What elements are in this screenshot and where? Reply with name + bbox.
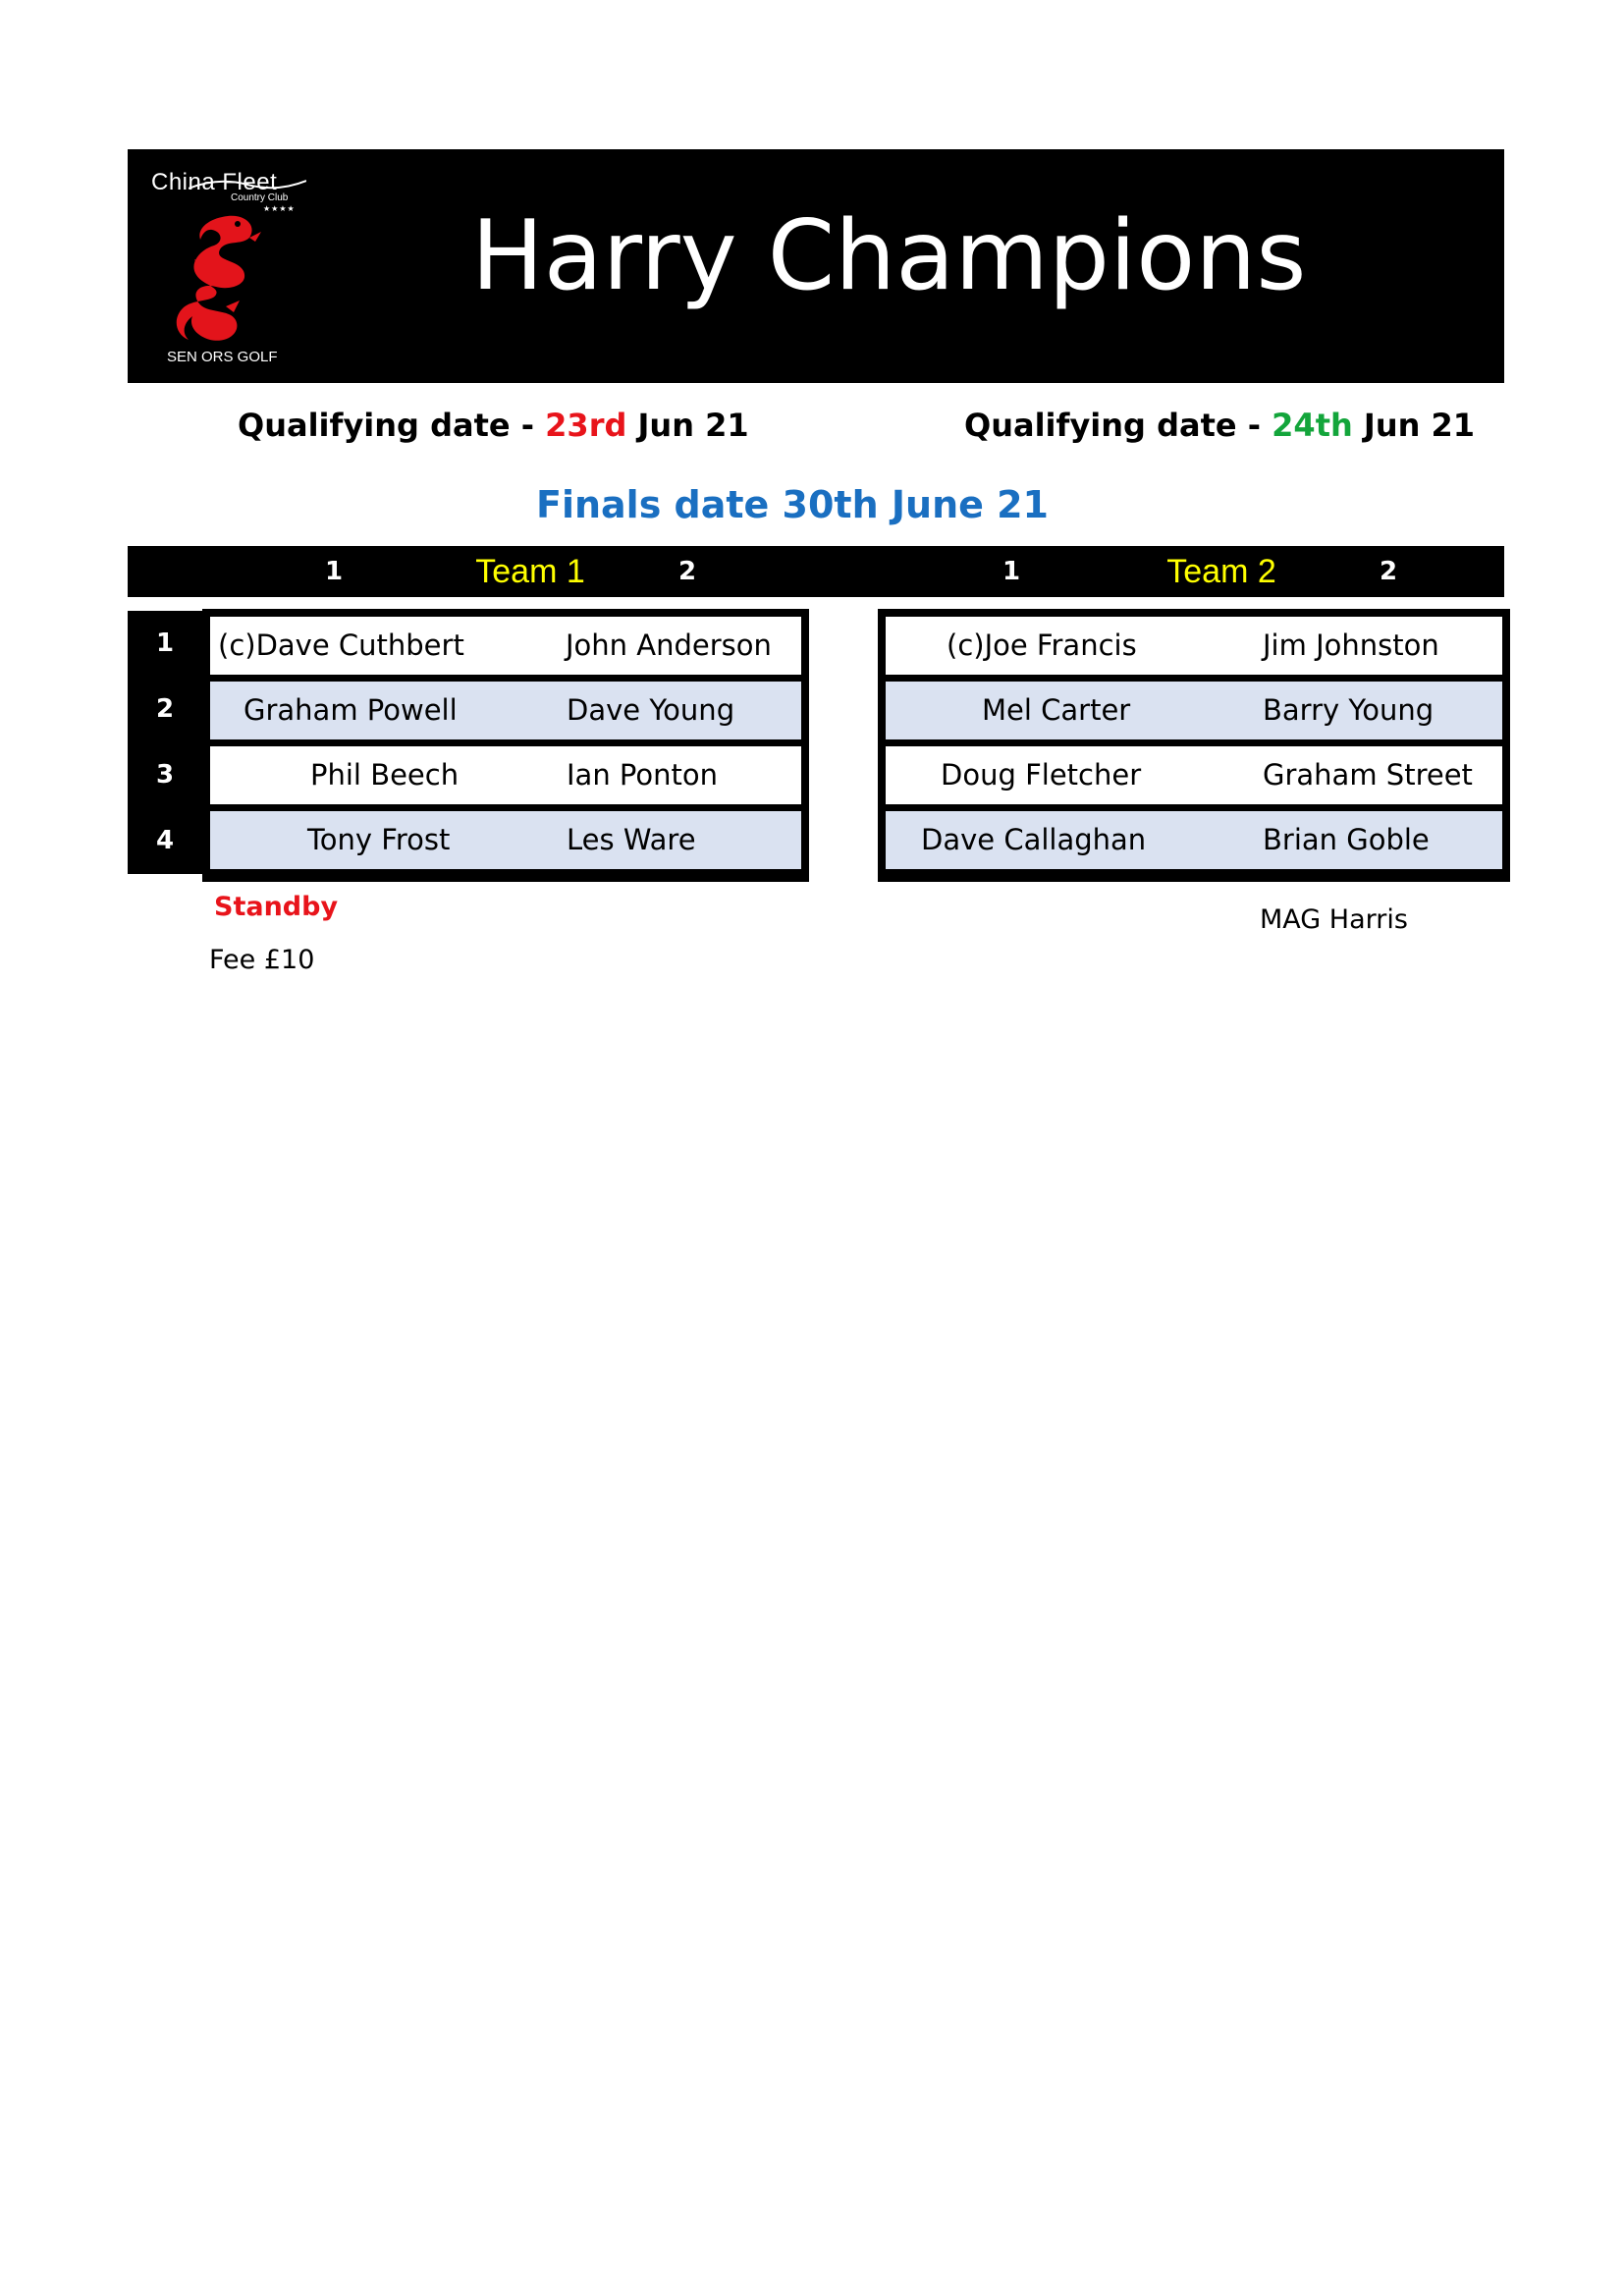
standby-player: MAG Harris [1260,904,1408,935]
qualifying-label: Qualifying date - [238,407,546,444]
row-number: 1 [155,629,175,658]
table-row [210,682,801,739]
row-number: 3 [155,760,175,790]
finals-date: Finals date 30th June 21 [535,483,1050,526]
player-cell: Phil Beech [310,758,460,792]
team2-table [878,609,1510,882]
table-row [886,682,1502,739]
row-number: 2 [155,694,175,724]
page-title: Harry Champions [471,200,1307,312]
player-cell: Mel Carter [982,693,1131,727]
table-row [886,746,1502,804]
team1-column-2-header: 2 [677,557,697,586]
logo-stars-icon: ★★★★ [263,204,296,213]
player-cell: Brian Goble [1263,823,1430,856]
row-number: 4 [155,826,175,855]
player-cell: Barry Young [1263,693,1435,727]
row-number-strip [128,611,202,874]
team2-name: Team 2 [1166,553,1276,590]
team1-column-1-header: 1 [324,557,344,586]
team1-name: Team 1 [475,553,585,590]
header-banner [128,149,1504,383]
player-cell: Tony Frost [307,823,451,856]
player-cell: Les Ware [567,823,696,856]
logo-subtitle: Country Club [231,192,289,203]
standby-label: Standby [214,892,339,922]
table-row [886,811,1502,869]
qualifying-month: Jun 21 [626,407,749,444]
table-row [210,617,801,675]
logo-tagline: SEN ORS GOLF [167,349,278,365]
player-cell: Doug Fletcher [941,758,1142,792]
logo-name: China Fleet [151,169,278,195]
qualifying-label: Qualifying date - [964,407,1272,444]
player-cell: Dave Young [567,693,735,727]
qualifying-month: Jun 21 [1352,407,1476,444]
qualifying-day: 24th [1272,407,1353,444]
dragon-logo-icon [167,210,265,348]
qualifying-day: 23rd [545,407,627,444]
player-cell: John Anderson [566,629,772,662]
player-cell: Dave Callaghan [921,823,1147,856]
table-row [886,617,1502,675]
team1-table [202,609,809,882]
player-cell: (c)Dave Cuthbert [218,629,464,662]
table-row [210,811,801,869]
player-cell: Jim Johnston [1263,629,1439,662]
player-cell: Graham Street [1263,758,1473,792]
player-cell: (c)Joe Francis [947,629,1137,662]
player-cell: Ian Ponton [567,758,718,792]
team-header-bar [128,546,1504,597]
table-row [210,746,801,804]
qualifying-date-left [238,407,749,444]
qualifying-date-right [964,407,1475,444]
team2-column-2-header: 2 [1379,557,1398,586]
player-cell: Graham Powell [244,693,458,727]
team2-column-1-header: 1 [1001,557,1021,586]
fee-text: Fee £10 [209,945,315,975]
